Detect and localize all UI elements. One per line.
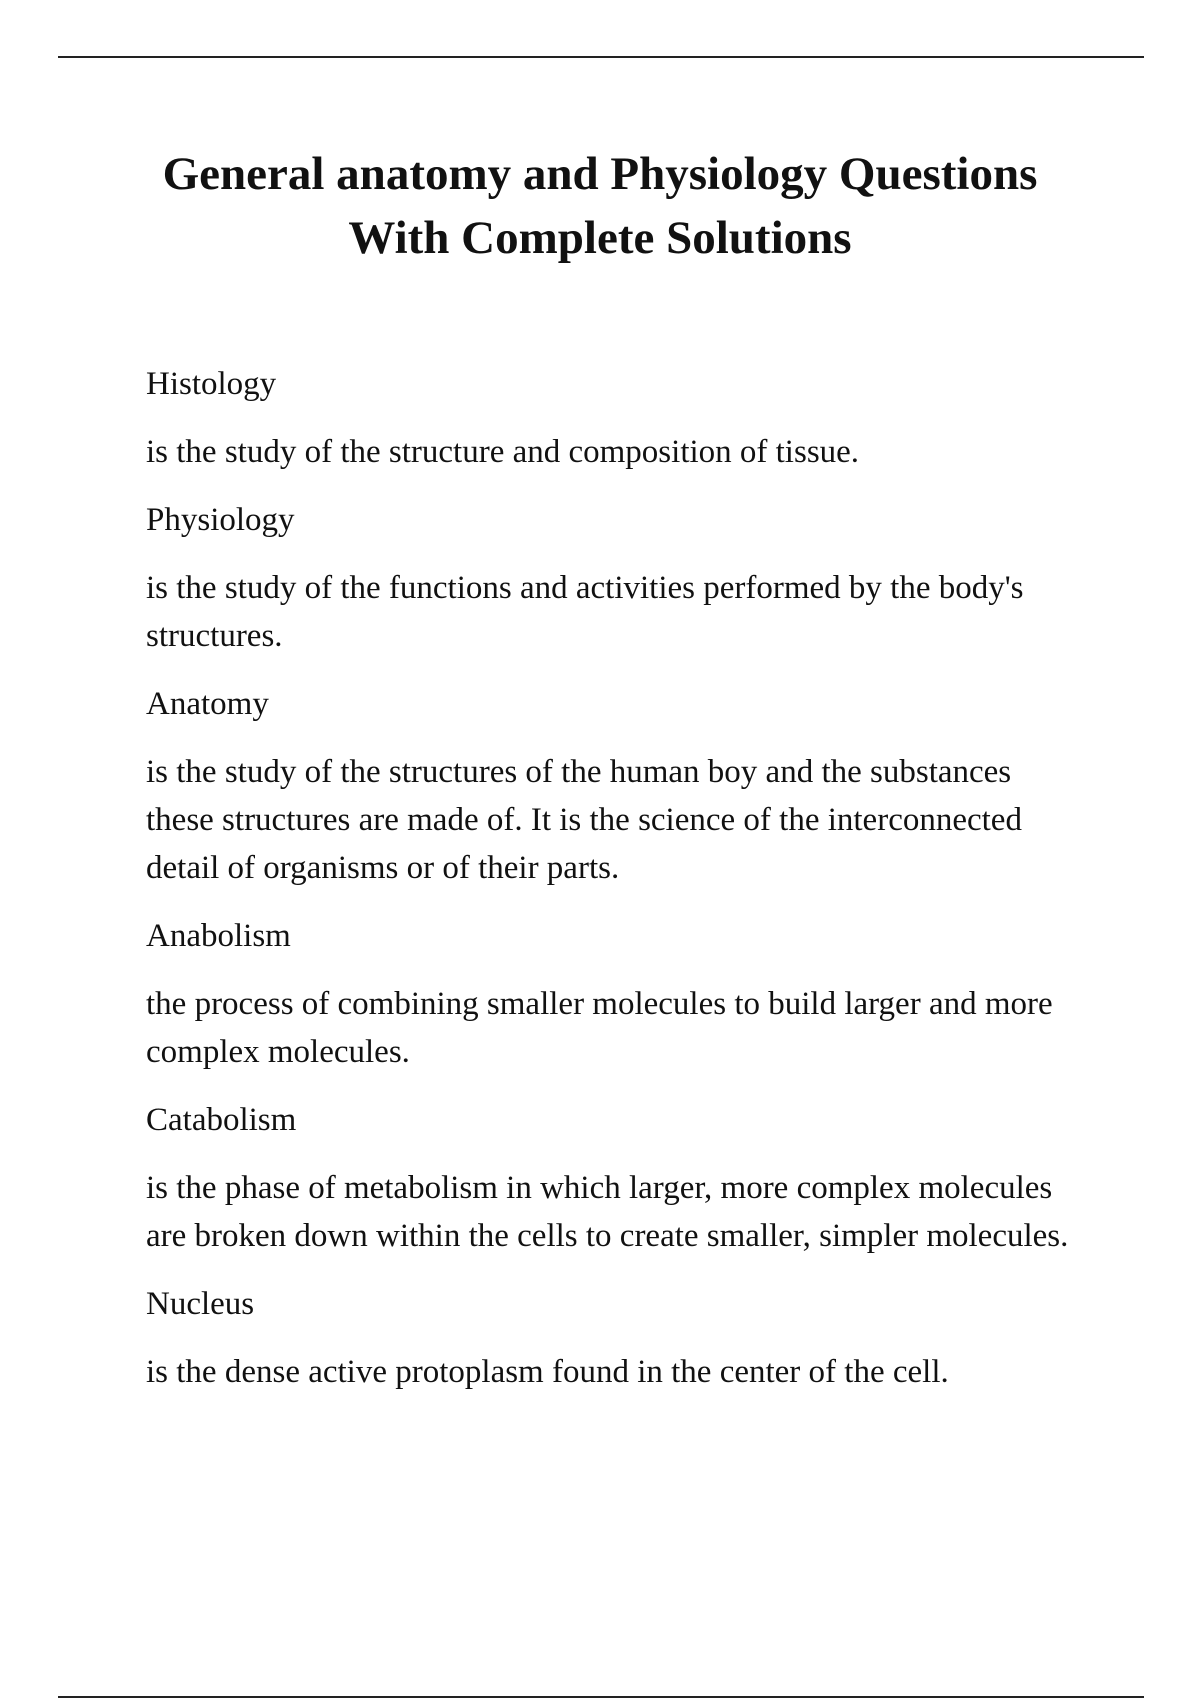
definition-histology: is the study of the structure and composition of tissue.: [146, 434, 860, 470]
question-answer-list: [146, 360, 1086, 1416]
term-nucleus: Nucleus: [146, 1286, 255, 1322]
term-histology: Histology: [146, 366, 277, 402]
top-rule: [58, 56, 1144, 58]
term-anatomy: Anatomy: [146, 686, 269, 722]
definition-anatomy: is the study of the structures of the human boy and the substances these structures are made of. It is the science of the interconnected detail of organisms or of their parts.: [146, 754, 1022, 886]
bottom-rule: [58, 1696, 1144, 1698]
term-anabolism: Anabolism: [146, 918, 291, 954]
definition-catabolism: is the phase of metabolism in which larger, more complex molecules are broken down within the cells to create smaller, simpler molecules.: [146, 1170, 1069, 1254]
title-line-2: With Complete Solutions: [348, 212, 852, 264]
term-physiology: Physiology: [146, 502, 295, 538]
document-title: [100, 142, 1100, 270]
definition-anabolism: the process of combining smaller molecules to build larger and more complex molecules.: [146, 986, 1053, 1070]
definition-physiology: is the study of the functions and activities performed by the body's structures.: [146, 570, 1024, 654]
term-catabolism: Catabolism: [146, 1102, 297, 1138]
title-line-1: General anatomy and Physiology Questions: [162, 148, 1038, 200]
definition-nucleus: is the dense active protoplasm found in the center of the cell.: [146, 1354, 949, 1390]
